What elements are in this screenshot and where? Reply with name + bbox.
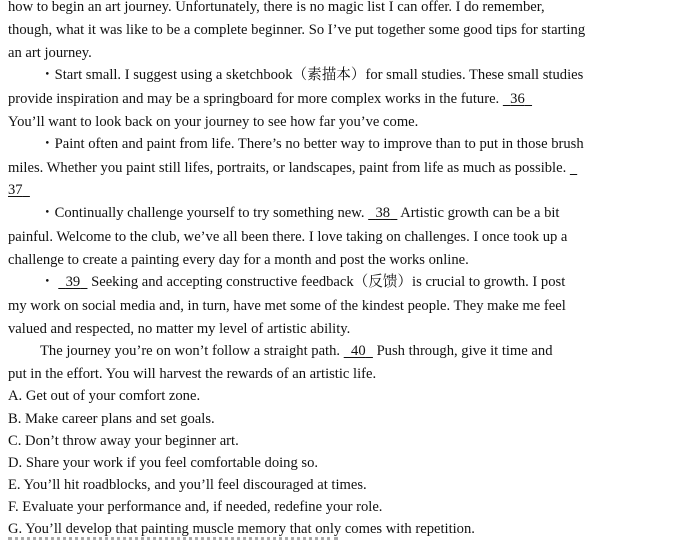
passage-line: challenge to create a painting every day for a month and post the works online. (8, 252, 469, 268)
passage-text: provide inspiration and may be a springboard for more complex works in the future. (8, 91, 500, 107)
passage-line: valued and respected, no matter my level of artistic ability. (8, 321, 351, 337)
blank-38: 38 (375, 205, 391, 221)
passage-text: Artistic growth can be a bit (400, 205, 560, 221)
passage-line: put in the effort. You will harvest the rewards of an artistic life. (8, 366, 377, 382)
tip-feedback (40, 271, 565, 293)
passage-line: my work on social media and, in turn, have met some of the kindest people. They make me feel (8, 298, 566, 314)
option-a: A. Get out of your comfort zone. (8, 388, 201, 404)
blank-36: 36 (510, 91, 525, 107)
cropped-text-line (8, 537, 338, 543)
closing-paragraph (40, 340, 553, 362)
option-g: G. You’ll develop that painting muscle memory that only comes with repetition. (8, 521, 475, 537)
blank-37-start (570, 160, 577, 176)
passage-text: ・ (40, 274, 55, 290)
option-d: D. Share your work if you feel comfortable doing so. (8, 455, 319, 471)
passage-text: The journey you’re on won’t follow a straight path. (40, 343, 341, 359)
tip-challenge (40, 202, 559, 224)
passage-line: You’ll want to look back on your journey to see how far you’ve come. (8, 114, 419, 130)
passage-line: painful. Welcome to the club, we’ve all been there. I love taking on challenges. I once took up a (8, 229, 568, 245)
passage-text: Seeking and accepting constructive feedback（反馈）is crucial to growth. I post (91, 274, 566, 290)
passage-line: an art journey. (8, 45, 92, 61)
blank-37: 37 (8, 182, 23, 198)
option-f: F. Evaluate your performance and, if needed, redefine your role. (8, 499, 383, 515)
blank-40: 40 (351, 343, 366, 359)
blank-39: 39 (65, 274, 81, 290)
passage-line: how to begin an art journey. Unfortunately, there is no magic list I can offer. I do remember, (8, 0, 545, 15)
passage-text: miles. Whether you paint still lifes, portraits, or landscapes, paint from life as much as possible. (8, 160, 567, 176)
passage-line (8, 88, 532, 110)
passage-text: Push through, give it time and (376, 343, 553, 359)
tip-paint-often: ・Paint often and paint from life. There’s no better way to improve than to put in those brush (40, 136, 584, 152)
tip-start-small: ・Start small. I suggest using a sketchbook（素描本）for small studies. These small studies (40, 67, 584, 83)
passage-text: ・Continually challenge yourself to try something new. (40, 205, 365, 221)
option-e: E. You’ll hit roadblocks, and you’ll feel discouraged at times. (8, 477, 367, 493)
option-b: B. Make career plans and set goals. (8, 411, 215, 427)
passage-line (8, 179, 30, 201)
passage-line (8, 157, 577, 179)
passage-line: though, what it was like to be a complete beginner. So I’ve put together some good tips for starting (8, 22, 586, 38)
option-c: C. Don’t throw away your beginner art. (8, 433, 239, 449)
